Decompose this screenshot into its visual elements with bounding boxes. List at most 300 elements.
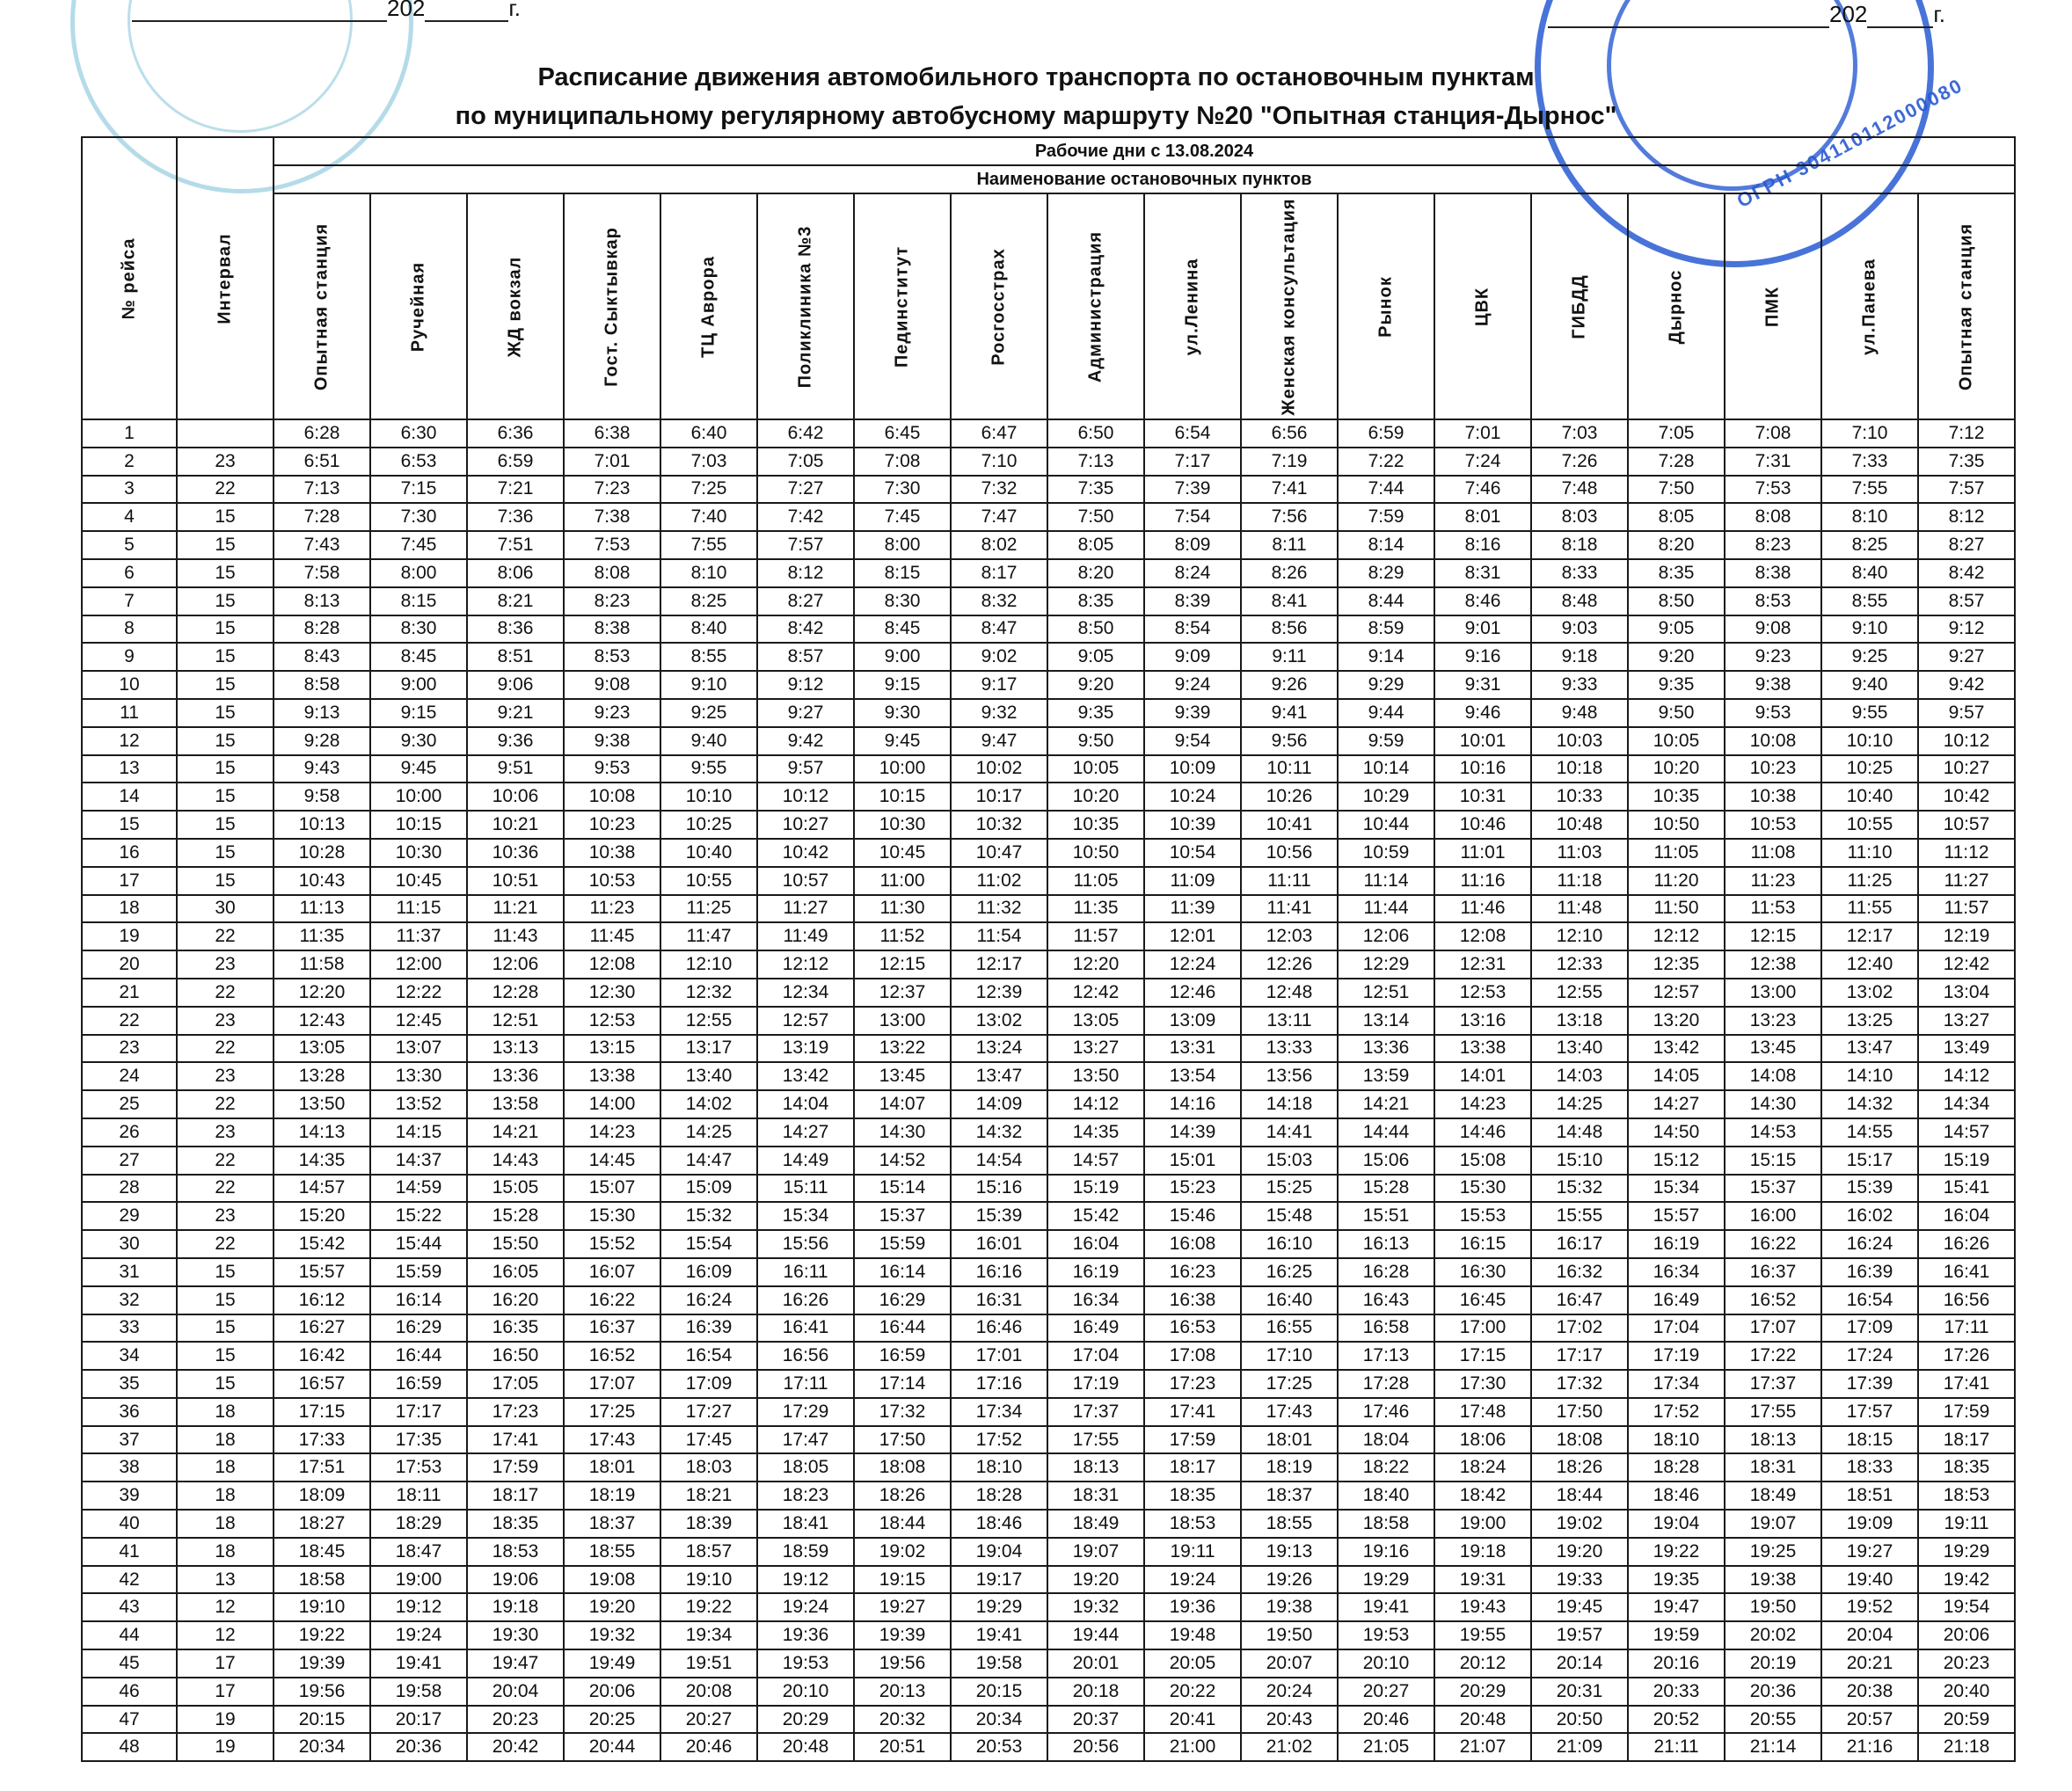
time-cell: 17:02 — [1531, 1314, 1628, 1343]
time-cell: 14:25 — [1531, 1090, 1628, 1118]
time-cell: 11:53 — [1725, 895, 1821, 923]
time-cell: 14:50 — [1628, 1118, 1725, 1147]
time-cell: 17:11 — [757, 1370, 854, 1398]
time-cell: 16:26 — [1918, 1230, 2015, 1258]
time-cell: 20:52 — [1628, 1706, 1725, 1734]
trip-number-cell: 48 — [82, 1733, 177, 1761]
time-cell: 14:15 — [370, 1118, 467, 1147]
interval-cell: 12 — [177, 1621, 274, 1649]
time-cell: 13:30 — [370, 1062, 467, 1090]
time-cell: 16:02 — [1821, 1202, 1918, 1230]
time-cell: 14:23 — [564, 1118, 660, 1147]
time-cell: 20:34 — [274, 1733, 370, 1761]
time-cell: 9:58 — [274, 783, 370, 811]
trip-number-cell: 21 — [82, 979, 177, 1007]
time-cell: 20:10 — [1338, 1649, 1434, 1678]
time-cell: 9:23 — [564, 699, 660, 727]
time-cell: 12:06 — [1338, 922, 1434, 950]
time-cell: 11:48 — [1531, 895, 1628, 923]
time-cell: 17:41 — [467, 1426, 564, 1454]
time-cell: 7:26 — [1531, 448, 1628, 476]
time-cell: 8:27 — [757, 587, 854, 615]
time-cell: 14:08 — [1725, 1062, 1821, 1090]
interval-cell: 22 — [177, 1090, 274, 1118]
trip-number-cell: 6 — [82, 559, 177, 587]
time-cell: 13:17 — [660, 1035, 757, 1063]
time-cell: 17:09 — [660, 1370, 757, 1398]
time-cell: 20:50 — [1531, 1706, 1628, 1734]
time-cell: 15:41 — [1918, 1175, 2015, 1203]
time-cell: 16:11 — [757, 1258, 854, 1286]
time-cell: 16:04 — [1047, 1230, 1144, 1258]
time-cell: 11:03 — [1531, 839, 1628, 867]
time-cell: 16:29 — [370, 1314, 467, 1343]
time-cell: 19:51 — [660, 1649, 757, 1678]
trip-number-cell: 32 — [82, 1286, 177, 1314]
time-cell: 8:39 — [1144, 587, 1241, 615]
time-cell: 11:15 — [370, 895, 467, 923]
time-cell: 10:13 — [274, 811, 370, 839]
time-cell: 14:16 — [1144, 1090, 1241, 1118]
time-cell: 10:27 — [1918, 755, 2015, 783]
time-cell: 19:41 — [1338, 1593, 1434, 1621]
time-cell: 15:28 — [1338, 1175, 1434, 1203]
time-cell: 9:56 — [1241, 727, 1338, 755]
time-cell: 8:50 — [1047, 615, 1144, 644]
time-cell: 10:16 — [1434, 755, 1531, 783]
time-cell: 14:35 — [274, 1147, 370, 1175]
time-cell: 13:25 — [1821, 1007, 1918, 1035]
time-cell: 15:22 — [370, 1202, 467, 1230]
header-trip-number: № рейса — [82, 137, 177, 419]
time-cell: 13:59 — [1338, 1062, 1434, 1090]
trip-number-cell: 25 — [82, 1090, 177, 1118]
time-cell: 8:40 — [1821, 559, 1918, 587]
time-cell: 20:15 — [274, 1706, 370, 1734]
time-cell: 10:30 — [370, 839, 467, 867]
time-cell: 8:45 — [370, 643, 467, 671]
time-cell: 14:03 — [1531, 1062, 1628, 1090]
time-cell: 9:17 — [951, 671, 1047, 699]
time-cell: 19:17 — [951, 1566, 1047, 1594]
interval-cell: 15 — [177, 811, 274, 839]
trip-number-cell: 19 — [82, 922, 177, 950]
time-cell: 14:02 — [660, 1090, 757, 1118]
trip-number-cell: 31 — [82, 1258, 177, 1286]
time-cell: 15:50 — [467, 1230, 564, 1258]
interval-cell: 15 — [177, 1258, 274, 1286]
time-cell: 6:40 — [660, 419, 757, 448]
time-cell: 16:49 — [1047, 1314, 1144, 1343]
table-row — [82, 1258, 2015, 1286]
time-cell: 19:41 — [951, 1621, 1047, 1649]
time-cell: 19:56 — [274, 1678, 370, 1706]
time-cell: 10:27 — [757, 811, 854, 839]
time-cell: 9:54 — [1144, 727, 1241, 755]
table-row — [82, 503, 2015, 531]
table-row — [82, 867, 2015, 895]
time-cell: 17:57 — [1821, 1398, 1918, 1426]
time-cell: 12:53 — [1434, 979, 1531, 1007]
table-row — [82, 1453, 2015, 1482]
time-cell: 15:54 — [660, 1230, 757, 1258]
table-row — [82, 1118, 2015, 1147]
time-cell: 21:07 — [1434, 1733, 1531, 1761]
time-cell: 19:52 — [1821, 1593, 1918, 1621]
time-cell: 8:33 — [1531, 559, 1628, 587]
table-row — [82, 1314, 2015, 1343]
time-cell: 21:02 — [1241, 1733, 1338, 1761]
time-cell: 19:33 — [1531, 1566, 1628, 1594]
time-cell: 17:01 — [951, 1342, 1047, 1370]
time-cell: 16:10 — [1241, 1230, 1338, 1258]
time-cell: 16:58 — [1338, 1314, 1434, 1343]
time-cell: 15:39 — [1821, 1175, 1918, 1203]
time-cell: 18:55 — [1241, 1510, 1338, 1538]
table-row — [82, 1007, 2015, 1035]
time-cell: 18:35 — [1144, 1482, 1241, 1510]
time-cell: 18:01 — [1241, 1426, 1338, 1454]
time-cell: 17:59 — [1144, 1426, 1241, 1454]
time-cell: 9:31 — [1434, 671, 1531, 699]
time-cell: 12:48 — [1241, 979, 1338, 1007]
table-row — [82, 643, 2015, 671]
time-cell: 18:31 — [1725, 1453, 1821, 1482]
table-row — [82, 1426, 2015, 1454]
time-cell: 13:50 — [274, 1090, 370, 1118]
time-cell: 9:36 — [467, 727, 564, 755]
trip-number-cell: 15 — [82, 811, 177, 839]
interval-cell: 22 — [177, 1175, 274, 1203]
table-row — [82, 531, 2015, 559]
time-cell: 16:47 — [1531, 1286, 1628, 1314]
time-cell: 6:50 — [1047, 419, 1144, 448]
time-cell: 14:48 — [1531, 1118, 1628, 1147]
time-cell: 13:38 — [564, 1062, 660, 1090]
time-cell: 14:43 — [467, 1147, 564, 1175]
time-cell: 9:15 — [854, 671, 951, 699]
header-stop: ЖД вокзал — [467, 193, 564, 419]
time-cell: 19:04 — [1628, 1510, 1725, 1538]
approval-signature-left — [132, 0, 521, 22]
time-cell: 19:20 — [1531, 1538, 1628, 1566]
time-cell: 19:39 — [274, 1649, 370, 1678]
trip-number-cell: 44 — [82, 1621, 177, 1649]
time-cell: 19:31 — [1434, 1566, 1531, 1594]
time-cell: 8:20 — [1628, 531, 1725, 559]
time-cell: 7:22 — [1338, 448, 1434, 476]
time-cell: 19:44 — [1047, 1621, 1144, 1649]
time-cell: 7:47 — [951, 503, 1047, 531]
time-cell: 11:50 — [1628, 895, 1725, 923]
time-cell: 17:11 — [1918, 1314, 2015, 1343]
time-cell: 16:13 — [1338, 1230, 1434, 1258]
time-cell: 13:28 — [274, 1062, 370, 1090]
time-cell: 16:52 — [564, 1342, 660, 1370]
time-cell: 16:39 — [1821, 1258, 1918, 1286]
trip-number-cell: 29 — [82, 1202, 177, 1230]
interval-cell: 15 — [177, 643, 274, 671]
table-row — [82, 1147, 2015, 1175]
time-cell: 15:48 — [1241, 1202, 1338, 1230]
time-cell: 7:42 — [757, 503, 854, 531]
title-line-2: по муниципальному регулярному автобусному маршруту №20 "Опытная станция-Дырнос" — [455, 102, 1617, 130]
time-cell: 15:01 — [1144, 1147, 1241, 1175]
time-cell: 19:00 — [1434, 1510, 1531, 1538]
interval-cell: 15 — [177, 783, 274, 811]
time-cell: 8:08 — [564, 559, 660, 587]
time-cell: 16:44 — [370, 1342, 467, 1370]
trip-number-cell: 16 — [82, 839, 177, 867]
time-cell: 10:03 — [1531, 727, 1628, 755]
time-cell: 17:37 — [1047, 1398, 1144, 1426]
time-cell: 9:10 — [1821, 615, 1918, 644]
time-cell: 8:12 — [757, 559, 854, 587]
time-cell: 16:37 — [1725, 1258, 1821, 1286]
time-cell: 13:00 — [1725, 979, 1821, 1007]
time-cell: 19:39 — [854, 1621, 951, 1649]
time-cell: 10:10 — [1821, 727, 1918, 755]
time-cell: 13:15 — [564, 1035, 660, 1063]
time-cell: 20:06 — [564, 1678, 660, 1706]
time-cell: 20:14 — [1531, 1649, 1628, 1678]
time-cell: 15:20 — [274, 1202, 370, 1230]
time-cell: 18:51 — [1821, 1482, 1918, 1510]
time-cell: 15:59 — [854, 1230, 951, 1258]
time-cell: 16:31 — [951, 1286, 1047, 1314]
time-cell: 12:39 — [951, 979, 1047, 1007]
time-cell: 20:24 — [1241, 1678, 1338, 1706]
header-interval: Интервал — [177, 137, 274, 419]
time-cell: 7:36 — [467, 503, 564, 531]
time-cell: 17:47 — [757, 1426, 854, 1454]
interval-cell: 15 — [177, 839, 274, 867]
time-cell: 19:29 — [1918, 1538, 2015, 1566]
header-stop: Гост. Сыктывкар — [564, 193, 660, 419]
time-cell: 10:12 — [1918, 727, 2015, 755]
time-cell: 13:16 — [1434, 1007, 1531, 1035]
time-cell: 19:57 — [1531, 1621, 1628, 1649]
trip-number-cell: 9 — [82, 643, 177, 671]
time-cell: 16:01 — [951, 1230, 1047, 1258]
header-stop: Поликлиника №3 — [757, 193, 854, 419]
time-cell: 8:40 — [660, 615, 757, 644]
time-cell: 12:38 — [1725, 950, 1821, 979]
time-cell: 13:40 — [660, 1062, 757, 1090]
time-cell: 8:45 — [854, 615, 951, 644]
time-cell: 10:39 — [1144, 811, 1241, 839]
time-cell: 20:01 — [1047, 1649, 1144, 1678]
time-cell: 18:06 — [1434, 1426, 1531, 1454]
time-cell: 17:04 — [1628, 1314, 1725, 1343]
time-cell: 14:12 — [1918, 1062, 2015, 1090]
time-cell: 17:15 — [1434, 1342, 1531, 1370]
time-cell: 18:21 — [660, 1482, 757, 1510]
time-cell: 16:04 — [1918, 1202, 2015, 1230]
time-cell: 10:20 — [1047, 783, 1144, 811]
time-cell: 12:01 — [1144, 922, 1241, 950]
time-cell: 7:25 — [660, 476, 757, 504]
time-cell: 11:55 — [1821, 895, 1918, 923]
time-cell: 9:42 — [1918, 671, 2015, 699]
time-cell: 17:07 — [564, 1370, 660, 1398]
time-cell: 17:29 — [757, 1398, 854, 1426]
time-cell: 7:13 — [1047, 448, 1144, 476]
interval-cell: 23 — [177, 1118, 274, 1147]
time-cell: 16:30 — [1434, 1258, 1531, 1286]
time-cell: 19:34 — [660, 1621, 757, 1649]
time-cell: 8:02 — [951, 531, 1047, 559]
time-cell: 10:36 — [467, 839, 564, 867]
time-cell: 16:59 — [854, 1342, 951, 1370]
time-cell: 15:08 — [1434, 1147, 1531, 1175]
time-cell: 18:58 — [274, 1566, 370, 1594]
time-cell: 20:02 — [1725, 1621, 1821, 1649]
time-cell: 10:57 — [757, 867, 854, 895]
time-cell: 7:50 — [1047, 503, 1144, 531]
time-cell: 16:00 — [1725, 1202, 1821, 1230]
time-cell: 6:59 — [1338, 419, 1434, 448]
time-cell: 11:01 — [1434, 839, 1531, 867]
time-cell: 15:16 — [951, 1175, 1047, 1203]
time-cell: 16:55 — [1241, 1314, 1338, 1343]
time-cell: 8:26 — [1241, 559, 1338, 587]
time-cell: 20:51 — [854, 1733, 951, 1761]
time-cell: 9:30 — [370, 727, 467, 755]
time-cell: 11:45 — [564, 922, 660, 950]
time-cell: 14:09 — [951, 1090, 1047, 1118]
time-cell: 19:59 — [1628, 1621, 1725, 1649]
time-cell: 9:50 — [1628, 699, 1725, 727]
time-cell: 20:04 — [1821, 1621, 1918, 1649]
time-cell: 11:20 — [1628, 867, 1725, 895]
time-cell: 19:54 — [1918, 1593, 2015, 1621]
time-cell: 18:35 — [467, 1510, 564, 1538]
year-prefix: 202 — [1829, 1, 1868, 27]
time-cell: 11:54 — [951, 922, 1047, 950]
time-cell: 10:43 — [274, 867, 370, 895]
time-cell: 19:20 — [564, 1593, 660, 1621]
time-cell: 18:47 — [370, 1538, 467, 1566]
time-cell: 7:19 — [1241, 448, 1338, 476]
time-cell: 10:23 — [1725, 755, 1821, 783]
trip-number-cell: 3 — [82, 476, 177, 504]
time-cell: 11:11 — [1241, 867, 1338, 895]
time-cell: 10:56 — [1241, 839, 1338, 867]
time-cell: 11:02 — [951, 867, 1047, 895]
time-cell: 18:57 — [660, 1538, 757, 1566]
time-cell: 16:56 — [757, 1342, 854, 1370]
trip-number-cell: 33 — [82, 1314, 177, 1343]
time-cell: 14:30 — [854, 1118, 951, 1147]
time-cell: 9:57 — [1918, 699, 2015, 727]
time-cell: 12:10 — [1531, 922, 1628, 950]
time-cell: 15:10 — [1531, 1147, 1628, 1175]
time-cell: 13:31 — [1144, 1035, 1241, 1063]
time-cell: 8:38 — [564, 615, 660, 644]
interval-cell: 15 — [177, 587, 274, 615]
time-cell: 13:58 — [467, 1090, 564, 1118]
trip-number-cell: 8 — [82, 615, 177, 644]
time-cell: 8:11 — [1241, 531, 1338, 559]
time-cell: 20:42 — [467, 1733, 564, 1761]
time-cell: 15:59 — [370, 1258, 467, 1286]
time-cell: 19:13 — [1241, 1538, 1338, 1566]
time-cell: 14:49 — [757, 1147, 854, 1175]
time-cell: 18:37 — [564, 1510, 660, 1538]
time-cell: 7:53 — [564, 531, 660, 559]
document-title — [0, 58, 2072, 135]
time-cell: 18:13 — [1725, 1426, 1821, 1454]
time-cell: 13:49 — [1918, 1035, 2015, 1063]
time-cell: 18:53 — [1144, 1510, 1241, 1538]
time-cell: 20:32 — [854, 1706, 951, 1734]
time-cell: 10:05 — [1628, 727, 1725, 755]
time-cell: 16:49 — [1628, 1286, 1725, 1314]
time-cell: 17:35 — [370, 1426, 467, 1454]
time-cell: 17:22 — [1725, 1342, 1821, 1370]
time-cell: 12:51 — [467, 1007, 564, 1035]
time-cell: 18:08 — [854, 1453, 951, 1482]
time-cell: 21:16 — [1821, 1733, 1918, 1761]
time-cell: 14:47 — [660, 1147, 757, 1175]
time-cell: 16:34 — [1628, 1258, 1725, 1286]
time-cell: 17:16 — [951, 1370, 1047, 1398]
time-cell: 9:53 — [1725, 699, 1821, 727]
time-cell: 17:55 — [1725, 1398, 1821, 1426]
table-row — [82, 1566, 2015, 1594]
time-cell: 7:53 — [1725, 476, 1821, 504]
time-cell: 19:30 — [467, 1621, 564, 1649]
time-cell: 13:36 — [1338, 1035, 1434, 1063]
header-stop: ПМК — [1725, 193, 1821, 419]
time-cell: 12:10 — [660, 950, 757, 979]
time-cell: 7:01 — [564, 448, 660, 476]
time-cell: 8:53 — [1725, 587, 1821, 615]
interval-cell: 22 — [177, 979, 274, 1007]
time-cell: 14:05 — [1628, 1062, 1725, 1090]
trip-number-cell: 46 — [82, 1678, 177, 1706]
time-cell: 10:26 — [1241, 783, 1338, 811]
time-cell: 11:35 — [1047, 895, 1144, 923]
time-cell: 9:33 — [1531, 671, 1628, 699]
time-cell: 18:23 — [757, 1482, 854, 1510]
time-cell: 9:24 — [1144, 671, 1241, 699]
interval-cell: 18 — [177, 1453, 274, 1482]
time-cell: 12:12 — [757, 950, 854, 979]
time-cell: 12:26 — [1241, 950, 1338, 979]
interval-cell: 18 — [177, 1482, 274, 1510]
time-cell: 14:18 — [1241, 1090, 1338, 1118]
interval-cell: 18 — [177, 1426, 274, 1454]
time-cell: 20:46 — [1338, 1706, 1434, 1734]
time-cell: 16:23 — [1144, 1258, 1241, 1286]
time-cell: 20:57 — [1821, 1706, 1918, 1734]
time-cell: 12:35 — [1628, 950, 1725, 979]
time-cell: 13:22 — [854, 1035, 951, 1063]
time-cell: 9:12 — [757, 671, 854, 699]
time-cell: 17:45 — [660, 1426, 757, 1454]
trip-number-cell: 1 — [82, 419, 177, 448]
time-cell: 19:32 — [1047, 1593, 1144, 1621]
time-cell: 15:12 — [1628, 1147, 1725, 1175]
time-cell: 11:44 — [1338, 895, 1434, 923]
time-cell: 10:10 — [660, 783, 757, 811]
time-cell: 15:42 — [274, 1230, 370, 1258]
time-cell: 14:44 — [1338, 1118, 1434, 1147]
trip-number-cell: 40 — [82, 1510, 177, 1538]
time-cell: 7:24 — [1434, 448, 1531, 476]
